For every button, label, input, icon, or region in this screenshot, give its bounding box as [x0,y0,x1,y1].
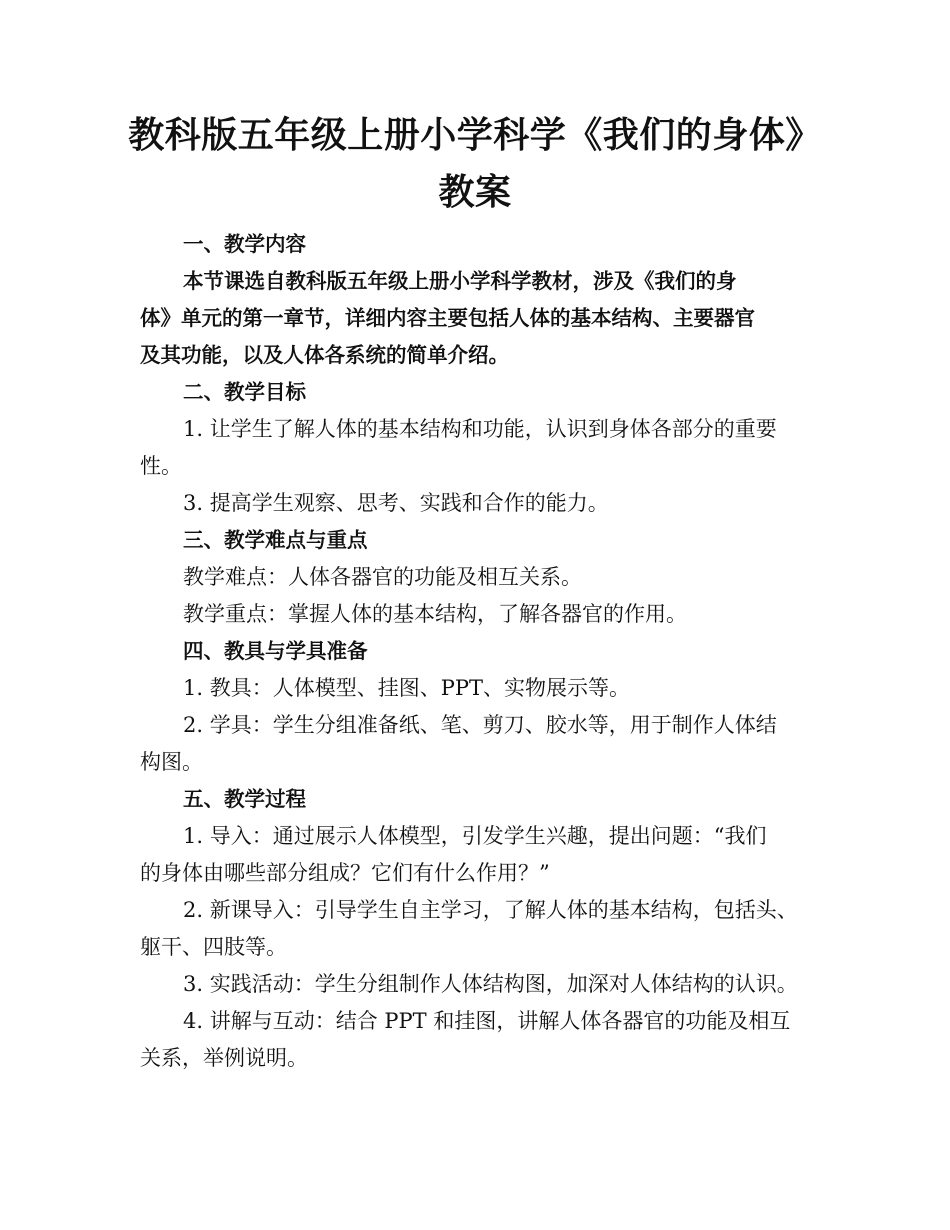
tools-item-1: 1. 教具：人体模型、挂图、PPT、实物展示等。 [183,676,630,700]
section-heading-process: 五、教学过程 [183,787,306,811]
section-heading-goals: 二、教学目标 [183,380,306,404]
key-point-text: 教学重点：掌握人体的基本结构，了解各器官的作用。 [183,602,687,626]
process-item-2-line-2: 躯干、四肢等。 [140,935,287,959]
content-paragraph-line-1: 本节课选自教科版五年级上册小学科学教材，涉及《我们的身 [183,269,737,293]
goal-item-3: 3. 提高学生观察、思考、实践和合作的能力。 [183,491,609,515]
content-paragraph-line-2: 体》单元的第一章节，详细内容主要包括人体的基本结构、主要器官 [140,306,755,330]
content-paragraph-line-3: 及其功能，以及人体各系统的简单介绍。 [140,343,509,367]
process-item-4-line-1: 4. 讲解与互动：结合 PPT 和挂图，讲解人体各器官的功能及相互 [183,1009,791,1033]
tools-item-2-line-1: 2. 学具：学生分组准备纸、笔、剪刀、胶水等，用于制作人体结 [183,713,777,737]
process-item-2-line-1: 2. 新课导入：引导学生自主学习，了解人体的基本结构，包括头、 [183,898,798,922]
section-heading-content: 一、教学内容 [183,232,306,256]
document-title-line-2: 教案 [438,172,512,213]
section-heading-tools: 四、教具与学具准备 [183,639,368,663]
process-item-1-line-1: 1. 导入：通过展示人体模型，引发学生兴趣，提出问题：“我们 [183,824,767,848]
process-item-3: 3. 实践活动：学生分组制作人体结构图，加深对人体结构的认识。 [183,972,798,996]
tools-item-2-line-2: 构图。 [140,750,203,774]
document-title-line-1: 教科版五年级上册小学科学《我们的身体》 [128,115,822,156]
section-heading-difficulty: 三、教学难点与重点 [183,528,368,552]
difficulty-text: 教学难点：人体各器官的功能及相互关系。 [183,565,582,589]
process-item-4-line-2: 关系，举例说明。 [140,1046,308,1070]
goal-item-1-line-1: 1. 让学生了解人体的基本结构和功能，认识到身体各部分的重要 [183,417,777,441]
process-item-1-line-2: 的身体由哪些部分组成？它们有什么作用？” [140,861,550,885]
goal-item-1-line-2: 性。 [140,454,182,478]
